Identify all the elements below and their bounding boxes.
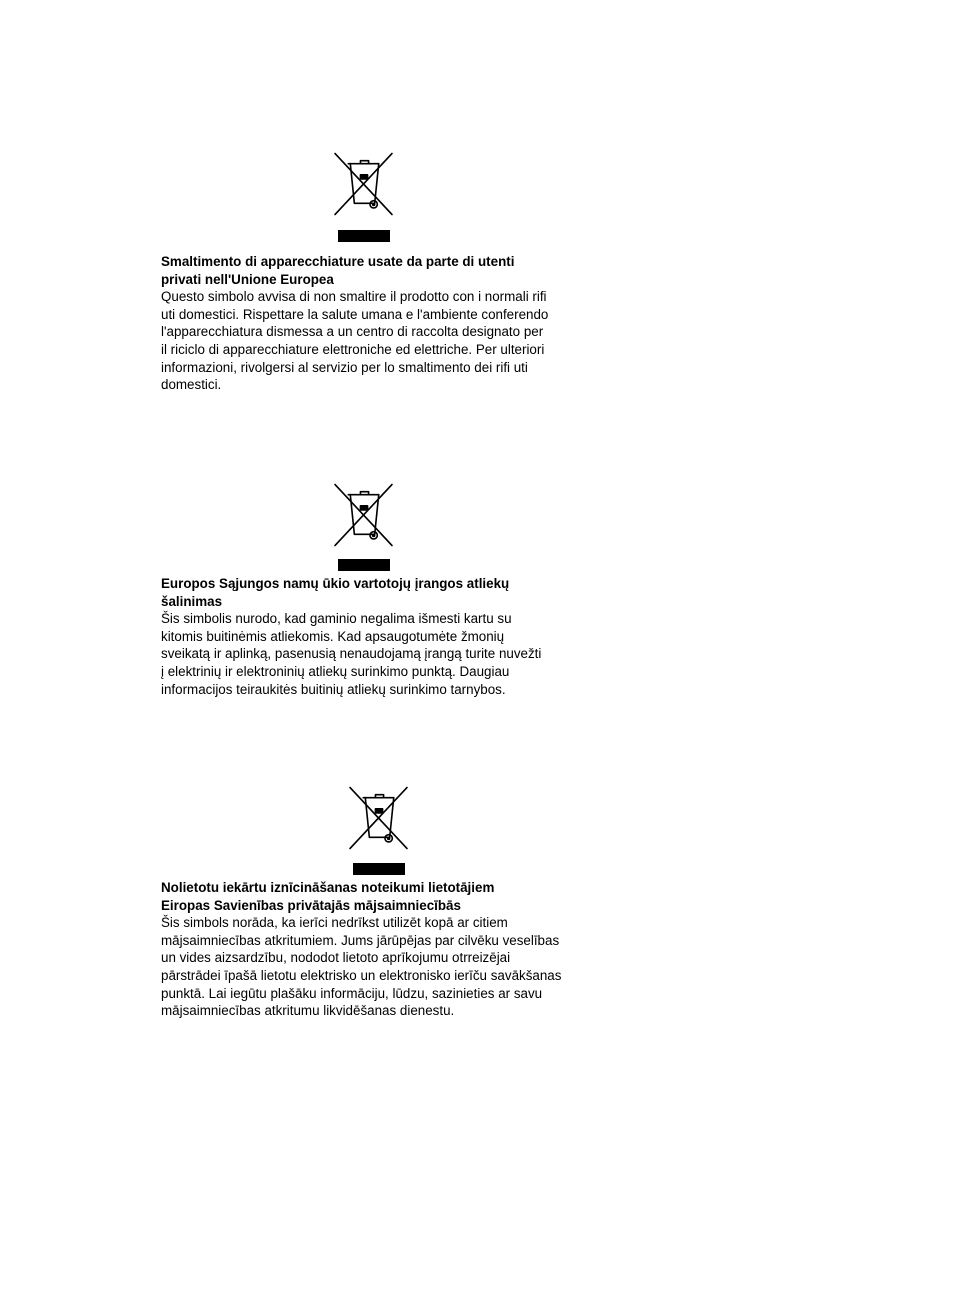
- section-title: Nolietotu iekārtu iznīcināšanas noteikumi lietotājiem Eiropas Savienības privātajās mājsaimniecībās: [161, 880, 495, 913]
- section-body: Questo simbolo avvisa di non smaltire il prodotto con i normali rifi uti domestici. Rispettare la salute umana e l'ambiente conferendo l'apparecchiatura dismessa a un centro di raccolta designato per il riciclo di apparecchiature elettroniche ed elettriche. Per ulteriori informazioni, rivolgersi al servizio per lo smaltimento dei rifi uti domestici.: [161, 289, 549, 393]
- section-title: Smaltimento di apparecchiature usate da parte di utenti privati nell'Unione Europea: [161, 254, 515, 287]
- disposal-section-lt: [161, 575, 601, 698]
- weee-bar: [338, 230, 390, 242]
- section-title: Europos Sąjungos namų ūkio vartotojų įrangos atliekų šalinimas: [161, 576, 510, 609]
- weee-bar: [338, 559, 390, 571]
- disposal-section-it: [161, 253, 601, 394]
- weee-bar: [353, 863, 405, 875]
- weee-crossed-bin-icon: [346, 784, 411, 852]
- section-body: Šis simbolis nurodo, kad gaminio negalima išmesti kartu su kitomis buitinėmis atliekomis. Kad apsaugotumėte žmonių sveikatą ir aplinką, pasenusią nenaudojamą įrangą turite nuvežti į elektrinių ir elektroninių atliekų surinkimo punktą. Daugiau informacijos teiraukitės buitinių atliekų surinkimo tarnybos.: [161, 611, 542, 697]
- weee-crossed-bin-icon: [331, 150, 396, 218]
- section-body: Šis simbols norāda, ka ierīci nedrīkst utilizēt kopā ar citiem mājsaimniecības atkritumiem. Jums jārūpējas par cilvēku veselības un vides aizsardzību, nododot lietoto aprīkojumu otrreizējai pārstrādei īpašā lietotu elektrisko un elektronisko ierīču savākšanas punktā. Lai iegūtu plašāku informāciju, lūdzu, sazinieties ar savu mājsaimniecības atkritumu likvidēšanas dienestu.: [161, 915, 562, 1019]
- disposal-section-lv: [161, 879, 601, 1020]
- weee-crossed-bin-icon: [331, 481, 396, 549]
